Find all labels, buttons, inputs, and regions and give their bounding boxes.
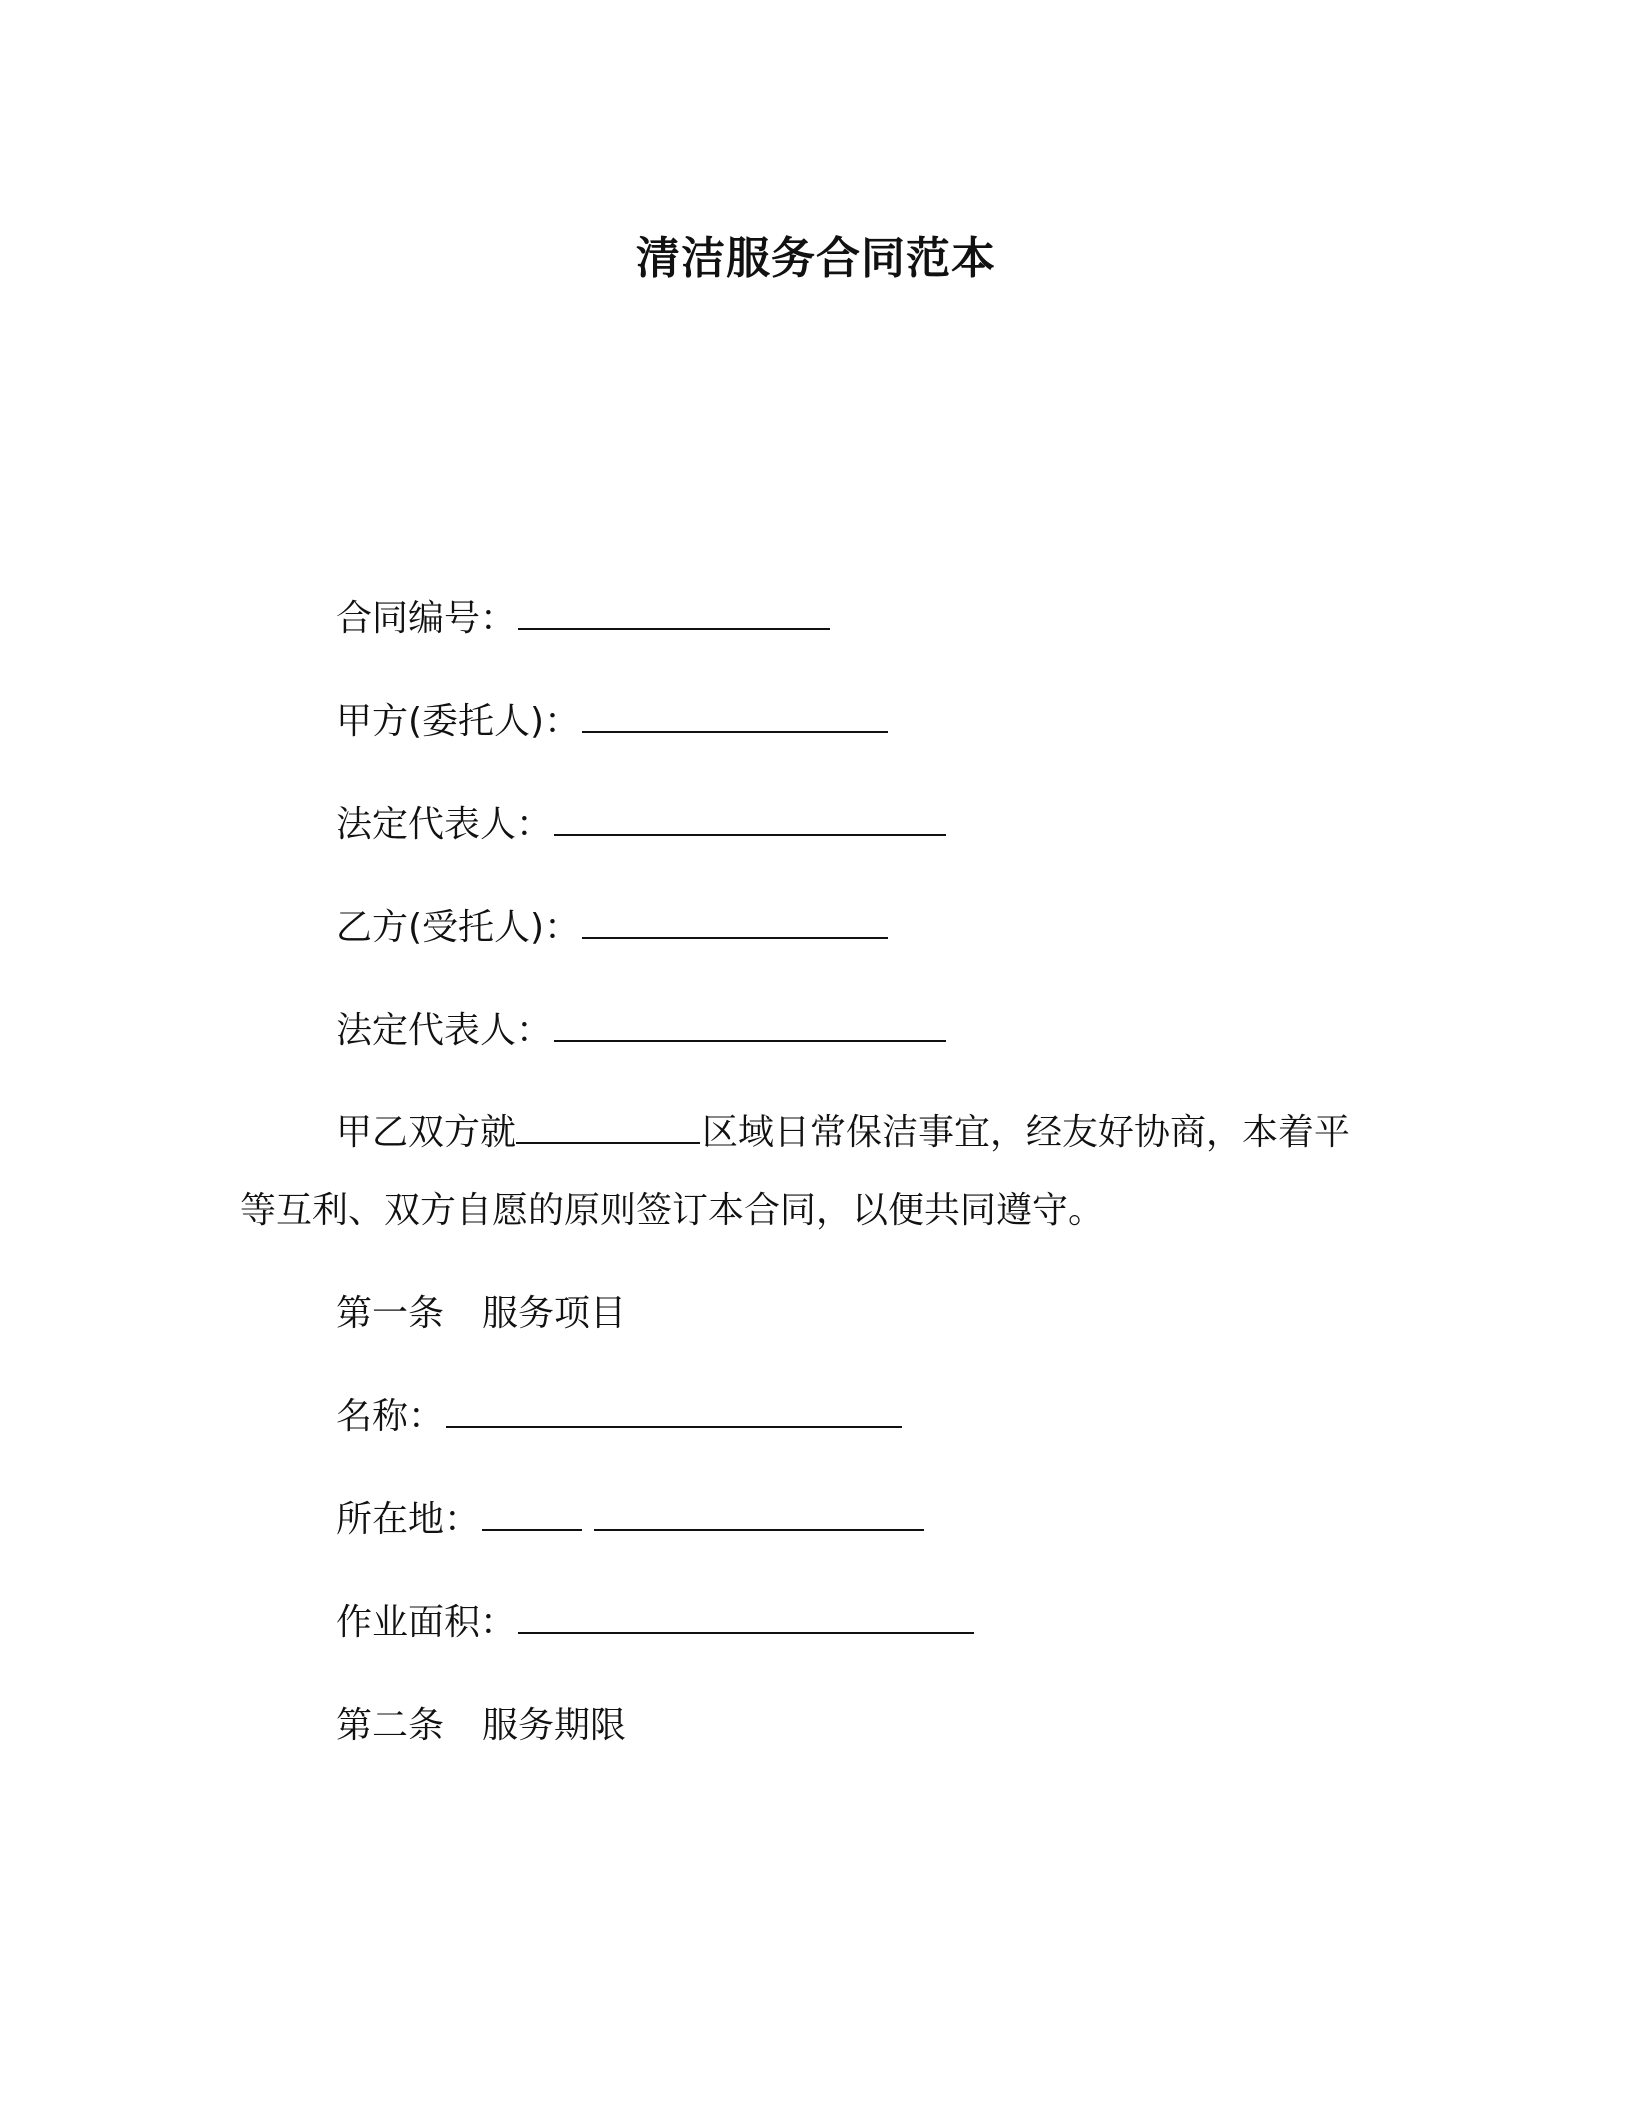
- location-label: 所在地：: [336, 1499, 481, 1540]
- party-b-representative-blank: [554, 1008, 946, 1042]
- party-a-representative-blank: [554, 802, 946, 836]
- party-b-label: 乙方(受托人)：: [336, 907, 581, 948]
- service-region-blank: [516, 1112, 700, 1144]
- location-blank-2: [594, 1497, 924, 1531]
- work-area-label: 作业面积：: [336, 1602, 517, 1643]
- party-b-representative-field: [336, 1008, 946, 1054]
- contract-number-field: [336, 596, 830, 642]
- document-title: 清洁服务合同范本: [636, 233, 996, 284]
- party-a-label: 甲方(委托人)：: [336, 701, 581, 742]
- article-2-heading: [336, 1703, 626, 1749]
- contract-number-label: 合同编号：: [336, 598, 517, 639]
- service-name-blank: [446, 1394, 902, 1428]
- location-blank-1: [482, 1497, 582, 1531]
- service-name-label: 名称：: [336, 1396, 445, 1437]
- party-b-representative-label: 法定代表人：: [336, 1010, 553, 1051]
- intro-suffix: 区域日常保洁事宜，经友好协商，本着平等互利、双方自愿的原则签订本合同，以便共同遵守。: [240, 1112, 1351, 1231]
- work-area-field: [336, 1600, 974, 1646]
- party-a-representative-label: 法定代表人：: [336, 804, 553, 845]
- party-a-field: [336, 699, 888, 745]
- article-2-title: 服务期限: [482, 1705, 627, 1746]
- party-b-blank: [582, 905, 888, 939]
- article-1-heading: [336, 1291, 626, 1337]
- party-b-field: [336, 905, 888, 951]
- intro-paragraph: [240, 1094, 1380, 1250]
- location-field: [336, 1497, 924, 1543]
- article-1-number: 第一条: [336, 1293, 445, 1334]
- article-2-number: 第二条: [336, 1705, 445, 1746]
- article-1-title: 服务项目: [482, 1293, 627, 1334]
- service-name-field: [336, 1394, 902, 1440]
- party-a-blank: [582, 699, 888, 733]
- party-a-representative-field: [336, 802, 946, 848]
- work-area-blank: [518, 1600, 974, 1634]
- intro-prefix: 甲乙双方就: [336, 1112, 517, 1153]
- contract-number-blank: [518, 596, 830, 630]
